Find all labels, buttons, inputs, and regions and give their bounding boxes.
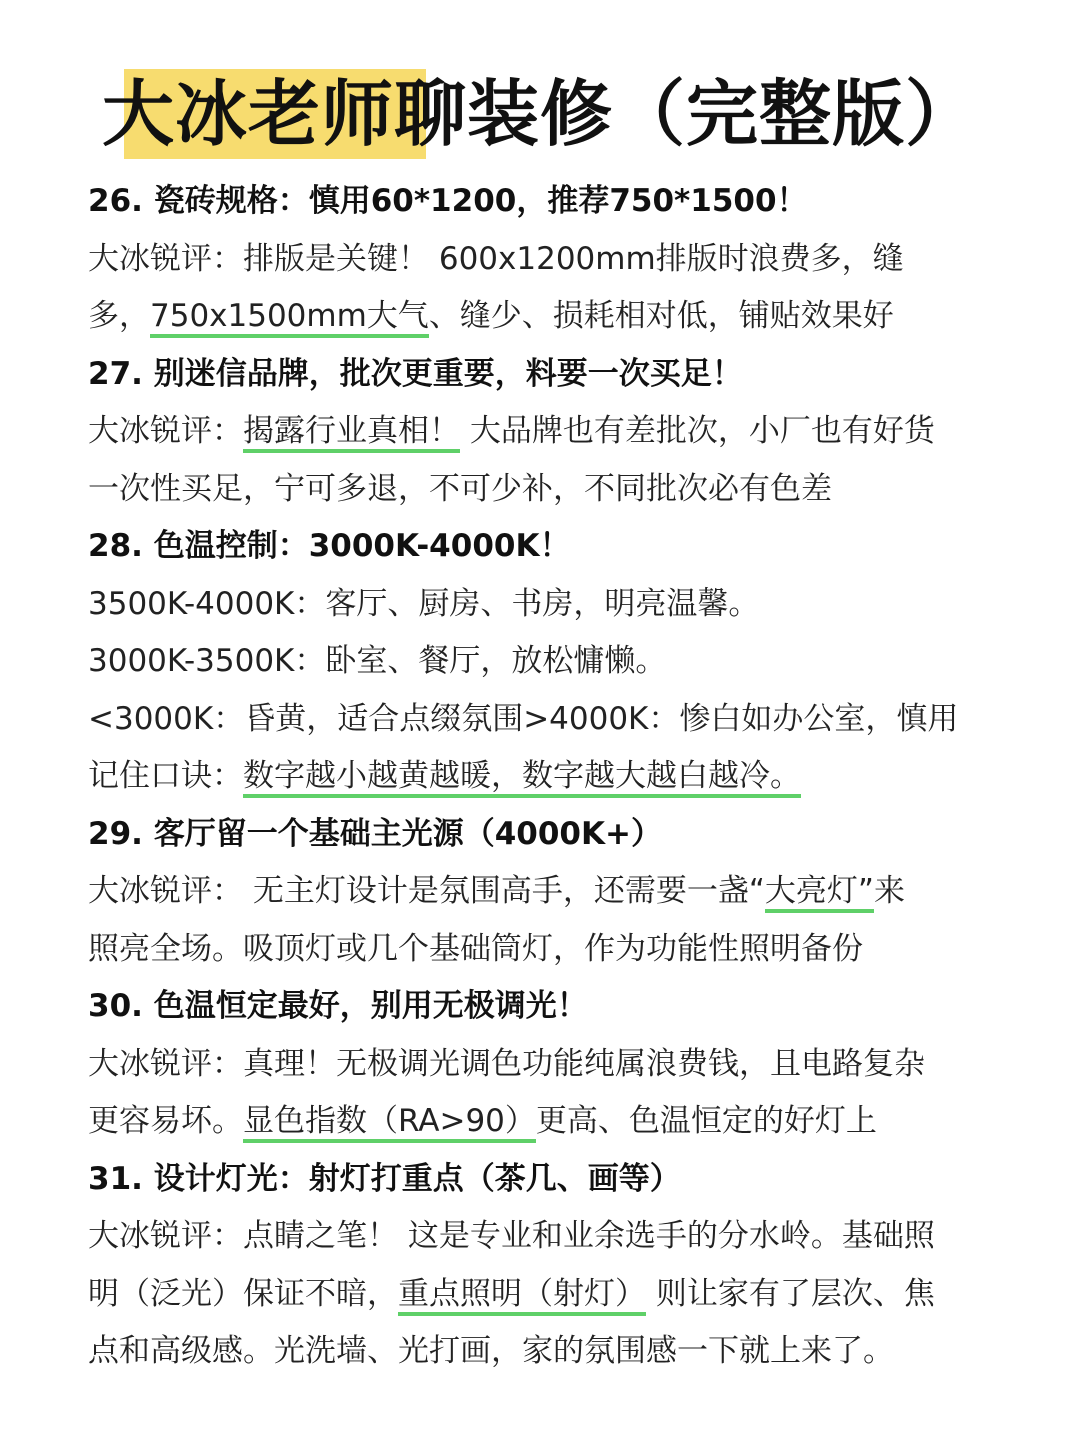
text-span: 3000K-3500K：卧室、餐厅，放松慵懒。: [88, 643, 667, 679]
text-span: 一次性买足，宁可多退，不可少补，不同批次必有色差: [88, 470, 832, 507]
section-heading: 26. 瓷砖规格：慎用60*1200，推荐750*1500！: [88, 183, 808, 219]
section-text-line: [88, 1036, 1008, 1094]
text-span: <3000K：昏黄，适合点缀氛围>4000K：惨白如办公室，慎用: [88, 700, 959, 737]
section-text-line: [88, 461, 1008, 519]
underlined-highlight: 重点照明（射灯）: [398, 1276, 646, 1316]
text-span: 来: [873, 873, 905, 909]
section-heading: 31. 设计灯光：射灯打重点（茶几、画等）: [88, 1160, 681, 1197]
text-span: 明（泛光）保证不暗，: [88, 1275, 398, 1312]
section-text-line: [88, 403, 1008, 461]
article-body: [88, 173, 1008, 1381]
text-span: 更高、色温恒定的好灯上: [535, 1103, 877, 1139]
text-span: 大冰锐评：排版是关键！ 600x1200mm排版时浪费多，缝: [88, 240, 904, 277]
section-heading: 30. 色温恒定最好，别用无极调光！: [88, 988, 588, 1024]
section-text-line: [88, 748, 1008, 806]
section-text-line: [88, 231, 1008, 289]
text-span: 大冰锐评： 无主灯设计是氛围高手，还需要一盏“: [88, 873, 765, 909]
text-span: 记住口诀：: [88, 758, 243, 794]
underlined-highlight: 数字越小越黄越暖，数字越大越白越冷。: [243, 758, 801, 798]
section-text-line: [88, 1323, 1008, 1381]
section-heading: 29. 客厅留一个基础主光源（4000K+）: [88, 815, 662, 852]
text-span: 照亮全场。吸顶灯或几个基础筒灯，作为功能性照明备份: [88, 930, 863, 967]
section-text-line: [88, 288, 1008, 346]
section-text-line: [88, 633, 1008, 691]
underlined-highlight: 揭露行业真相！: [243, 413, 460, 453]
section-text-line: [88, 1093, 1008, 1151]
section-heading: 27. 别迷信品牌，批次更重要，料要一次买足！: [88, 355, 743, 392]
text-span: 、缝少、损耗相对低，铺贴效果好: [428, 298, 894, 334]
section-text-line: [88, 1266, 1008, 1324]
underlined-highlight: 750x1500mm大气: [150, 298, 429, 338]
text-span: 则让家有了层次、焦: [646, 1275, 935, 1312]
section-text-line: [88, 921, 1008, 979]
underlined-highlight: 显色指数（RA>90）: [243, 1103, 536, 1143]
text-span: 大品牌也有差批次，小厂也有好货: [460, 413, 935, 449]
section-text-line: [88, 691, 1008, 749]
section-text-line: [88, 1208, 1008, 1266]
text-span: 大冰锐评：真理！无极调光调色功能纯属浪费钱，且电路复杂: [88, 1045, 925, 1082]
text-span: 更容易坏。: [88, 1103, 243, 1139]
text-span: 点和高级感。光洗墙、光打画，家的氛围感一下就上来了。: [88, 1333, 894, 1369]
text-span: 3500K-4000K：客厅、厨房、书房，明亮温馨。: [88, 585, 760, 622]
section-text-line: [88, 576, 1008, 634]
section-text-line: [88, 863, 1008, 921]
text-span: 大冰锐评：: [88, 413, 243, 449]
text-span: 大冰锐评：点睛之笔！ 这是专业和业余选手的分水岭。基础照: [88, 1218, 935, 1254]
page-title: 大冰老师聊装修（完整版）: [101, 72, 978, 156]
section-heading: 28. 色温控制：3000K-4000K！: [88, 528, 571, 564]
underlined-highlight: 大亮灯”: [765, 873, 874, 913]
text-span: 多，: [88, 298, 150, 334]
